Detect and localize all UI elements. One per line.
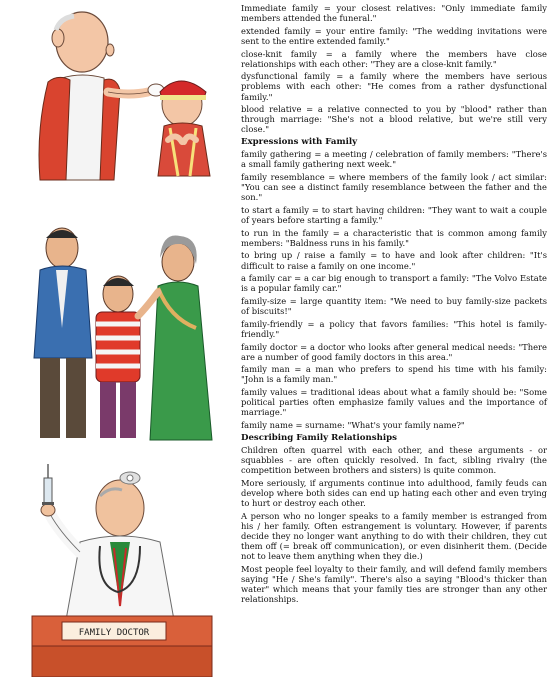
definition-immediate-family: Immediate family = your closest relatives: "Only immediate family members attended the funeral." [241, 3, 547, 24]
paragraph-sibling-rivalry: Children often quarrel with each other, and these arguments - or squabbles - are often quickly resolved. In fact, sibling rivalry (the competition between brothers and sisters) is quite common. [241, 444, 547, 475]
expression-family-man: family man = a man who prefers to spend his time with his family: "John is a family man." [241, 364, 547, 385]
illustration-grandfather-boy [0, 0, 235, 200]
family-group-drawing [0, 208, 235, 448]
grandfather-boy-drawing [0, 0, 235, 200]
paragraph-family-loyalty: Most people feel loyalty to their family, and will defend family members saying "He / She's family". There's also a saying "Blood's thicker than water" which means that your family ties are stronger than any other relationships. [241, 563, 547, 604]
definition-close-knit-family: close-knit family = a family where the members have close relationships with each other: "They are a close-knit family." [241, 48, 547, 69]
definition-dysfunctional-family: dysfunctional family = a family where the members have serious problems with each other: "He comes from a rather dysfunctional family." [241, 71, 547, 102]
expression-family-car: a family car = a car big enough to transport a family: "The Volvo Estate is a popular family car." [241, 273, 547, 294]
paragraph-estrangement: A person who no longer speaks to a family member is estranged from his / her family. Often estrangement is voluntary. However, if parents decide they no longer want anything to do with their children, they cut them off (= break off communication), or even disinherit them. (Decide not to leave them anything when they die.) [241, 510, 547, 561]
heading-expressions-with-family: Expressions with Family [241, 137, 358, 148]
expression-family-friendly: family-friendly = a policy that favors families: "This hotel is family-friendly." [241, 318, 547, 339]
definition-blood-relative: blood relative = a relative connected to you by "blood" rather than through marriage: "She's not a blood relative, but we're still very close." [241, 104, 547, 135]
definition-extended-family: extended family = your entire family: "The wedding invitations were sent to the entire extended family." [241, 25, 547, 46]
paragraph-family-feuds: More seriously, if arguments continue into adulthood, family feuds can develop where both sides can end up hating each other and even trying to hurt or destroy each other. [241, 477, 547, 508]
family-doctor-drawing [0, 456, 235, 677]
expression-raise-a-family: to bring up / raise a family = to have and look after children: "It's difficult to raise a family on one income." [241, 250, 547, 271]
expression-family-gathering: family gathering = a meeting / celebration of family members: "There's a small family gathering next week." [241, 149, 547, 170]
illustration-family-doctor [0, 456, 235, 677]
text-column [241, 3, 547, 607]
family-doctor-sign: FAMILY DOCTOR [78, 628, 150, 638]
expression-family-name: family name = surname: "What's your family name?" [241, 419, 465, 430]
expression-run-in-the-family: to run in the family = a characteristic that is common among family members: "Baldness runs in his family." [241, 227, 547, 248]
expression-family-values: family values = traditional ideas about what a family should be: "Some political parties often emphasize family values and the importance of marriage." [241, 387, 547, 418]
expression-family-size: family-size = large quantity item: "We need to buy family-size packets of biscuits!" [241, 295, 547, 317]
expression-start-a-family: to start a family = to start having children: "They want to wait a couple of years before starting a family." [241, 204, 547, 225]
expression-family-doctor: family doctor = a doctor who looks after general medical needs: "There are a number of good family doctors in this area." [241, 341, 547, 362]
illustration-family-group [0, 208, 235, 448]
heading-describing-family-relationships: Describing Family Relationships [241, 432, 397, 443]
expression-family-resemblance: family resemblance = where members of the family look / act similar: "You can see a distinct family resemblance between the father and the son." [241, 171, 547, 203]
